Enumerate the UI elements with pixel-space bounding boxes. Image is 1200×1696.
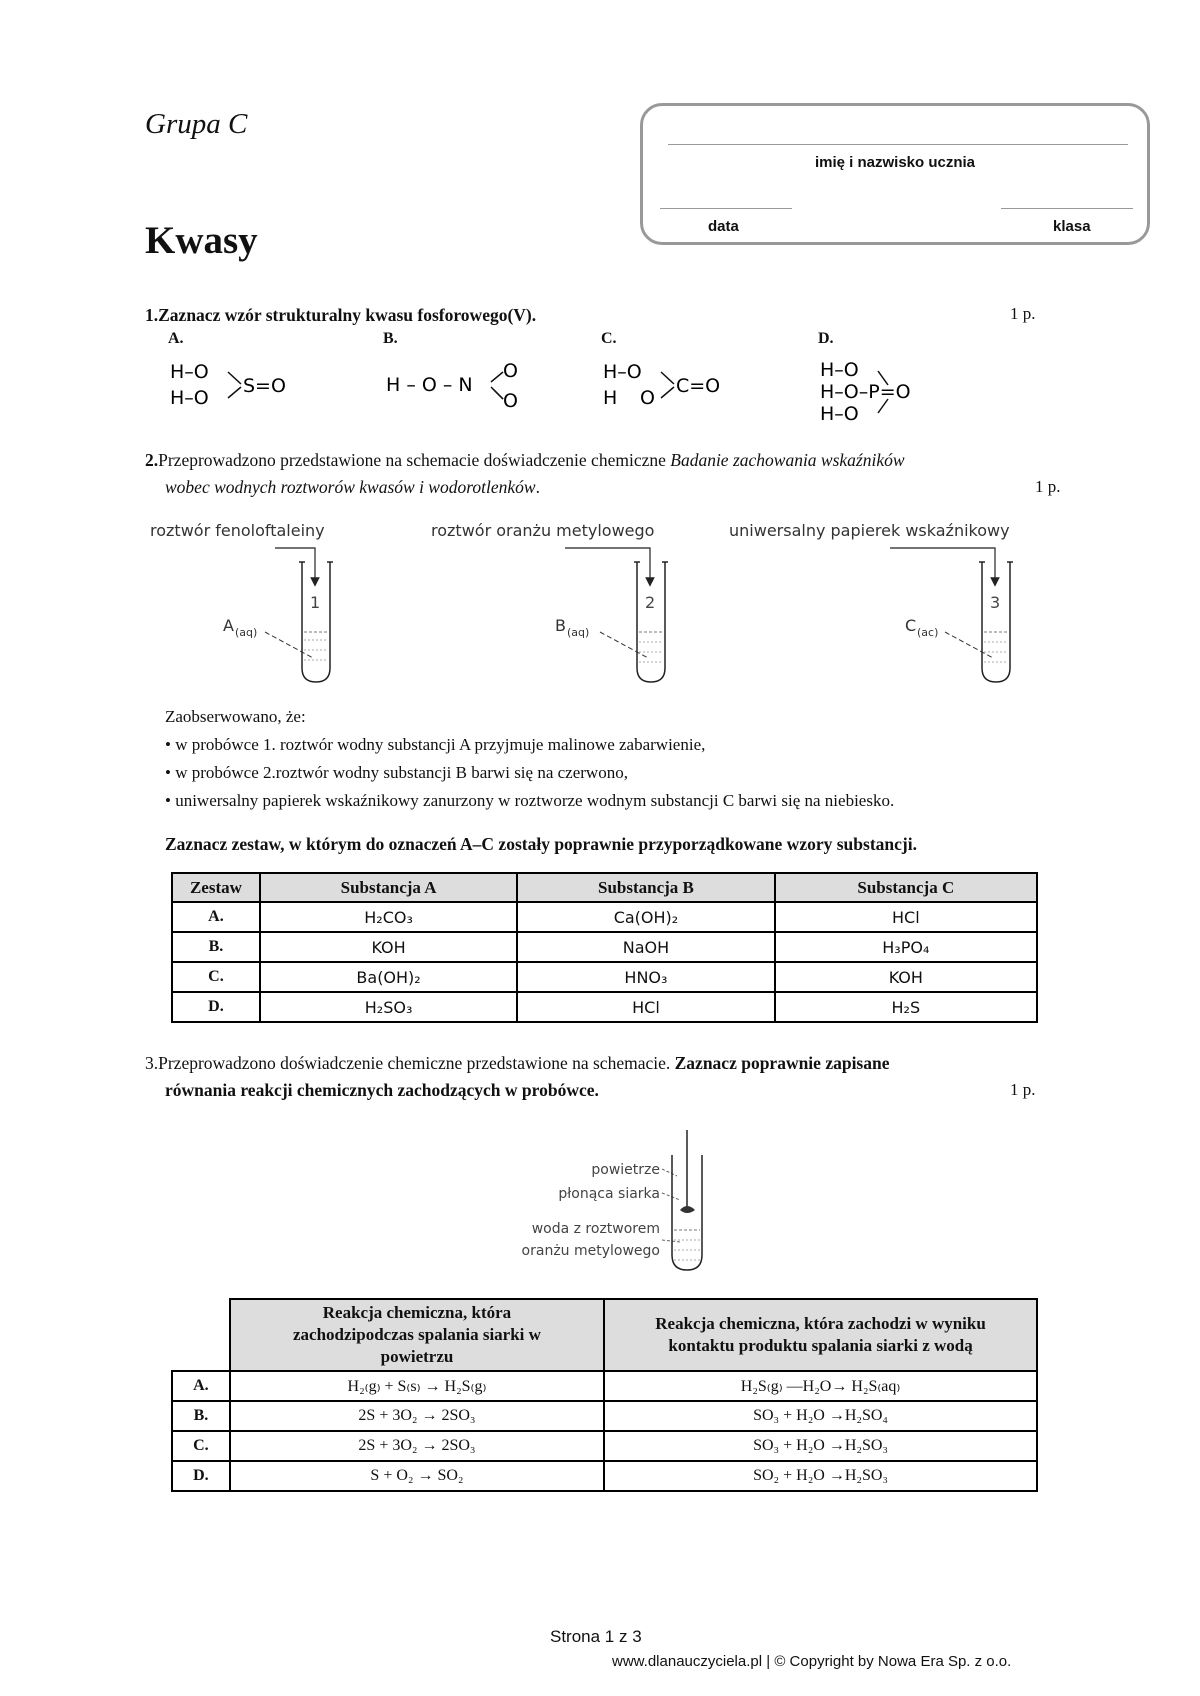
bullet-icon: • xyxy=(165,763,176,782)
q1-option-d-label[interactable]: D. xyxy=(818,330,834,347)
set-label[interactable]: B. xyxy=(172,932,260,962)
tube-1-label: roztwór fenoloftaleiny xyxy=(150,521,325,540)
q2-text-normal: Przeprowadzono przedstawione na schemacie doświadczenie chemiczne xyxy=(158,450,671,470)
footer-site-link[interactable]: www.dlanauczyciela.pl xyxy=(612,1653,763,1670)
footer-copyright xyxy=(612,1653,1011,1670)
table-header: Reakcja chemiczna, która zachodzipodczas spalania siarki w powietrzu xyxy=(230,1299,604,1371)
q2-text-end: . xyxy=(535,477,540,497)
set-label[interactable]: C. xyxy=(172,962,260,992)
table-row[interactable] xyxy=(172,1431,1037,1461)
table-row[interactable] xyxy=(172,932,1037,962)
table-cell: H₂SO₃ xyxy=(260,992,517,1022)
q3-text-bold-2: równania reakcji chemicznych zachodzących w probówce. xyxy=(165,1080,599,1100)
diagram-label: płonąca siarka xyxy=(558,1186,660,1202)
table-row[interactable] xyxy=(172,1401,1037,1431)
set-label[interactable]: A. xyxy=(172,902,260,932)
q2-bullet-list xyxy=(165,731,894,815)
table-cell: Ca(OH)₂ xyxy=(517,902,774,932)
q3-number: 3. xyxy=(145,1053,159,1073)
formula-text: H–O xyxy=(603,361,642,383)
table-header: Reakcja chemiczna, która zachodzi w wyniku kontaktu produktu spalania siarki z wodą xyxy=(604,1299,1037,1371)
option-label[interactable]: A. xyxy=(172,1371,230,1401)
page-title: Kwasy xyxy=(145,219,258,262)
q1-formula-c[interactable] xyxy=(598,355,738,415)
q3-text-bold: Zaznacz poprawnie zapisane xyxy=(674,1053,890,1073)
name-label: imię i nazwisko ucznia xyxy=(814,154,976,171)
table-cell: SO₂ + H₂O →H₂SO₃ xyxy=(604,1461,1037,1491)
tube-2-number: 2 xyxy=(645,593,656,612)
table-cell: HNO₃ xyxy=(517,962,774,992)
q2-table xyxy=(171,872,1038,1023)
q3-text-normal: Przeprowadzono doświadczenie chemiczne przedstawione na schemacie. xyxy=(158,1053,671,1073)
q1-text: 1.Zaznacz wzór strukturalny kwasu fosforowego(V). xyxy=(145,305,537,325)
tube-3-number: 3 xyxy=(990,593,1001,612)
set-label[interactable]: D. xyxy=(172,992,260,1022)
tube-1-state: (aq) xyxy=(235,626,258,639)
class-label: klasa xyxy=(1053,218,1091,235)
table-header-row xyxy=(172,1299,1037,1371)
group-label: Grupa C xyxy=(145,108,248,140)
formula-text: O xyxy=(503,360,518,382)
table-header: Substancja C xyxy=(775,873,1037,902)
table-cell: SO₃ + H₂O →H₂SO₃ xyxy=(604,1431,1037,1461)
q1-option-a-label[interactable]: A. xyxy=(168,330,184,347)
table-cell: H₂CO₃ xyxy=(260,902,517,932)
table-header-row xyxy=(172,873,1037,902)
bullet-text: uniwersalny papierek wskaźnikowy zanurzony w roztworze wodnym substancji C barwi się na niebiesko. xyxy=(175,791,895,810)
footer-copyright-text: © Copyright by Nowa Era Sp. z o.o. xyxy=(774,1653,1012,1670)
bullet-text: w probówce 2.roztwór wodny substancji B barwi się na czerwono, xyxy=(175,763,628,782)
empty-corner xyxy=(172,1299,230,1371)
tube-3-state: (ac) xyxy=(917,626,939,639)
tube-1-substance: A xyxy=(223,616,234,635)
q1-formula-d[interactable] xyxy=(815,355,965,427)
option-label[interactable]: C. xyxy=(172,1431,230,1461)
table-cell: HCl xyxy=(775,902,1037,932)
table-row[interactable] xyxy=(172,902,1037,932)
formula-text: C=O xyxy=(676,375,721,397)
tube-1 xyxy=(150,521,333,682)
diagram-label: oranżu metylowego xyxy=(521,1243,660,1259)
table-cell: S + O₂ → SO₂ xyxy=(230,1461,604,1491)
table-header: Substancja B xyxy=(517,873,774,902)
page-number: Strona 1 z 3 xyxy=(550,1627,642,1646)
list-item xyxy=(165,787,894,815)
formula-text: H–O xyxy=(170,361,209,383)
formula-text: H–O–P=O xyxy=(820,381,911,403)
list-item xyxy=(165,731,894,759)
table-row[interactable] xyxy=(172,1371,1037,1401)
bullet-text: w probówce 1. roztwór wodny substancji A przyjmuje malinowe zabarwienie, xyxy=(175,735,706,754)
q2-text-line2 xyxy=(165,474,540,501)
formula-text: H xyxy=(603,387,618,409)
table-cell: KOH xyxy=(775,962,1037,992)
q2-text-italic-2: wobec wodnych roztworów kwasów i wodorotlenków xyxy=(165,477,536,497)
formula-text: H–O xyxy=(820,403,859,425)
table-cell: 2S + 3O₂ → 2SO₃ xyxy=(230,1431,604,1461)
option-label[interactable]: D. xyxy=(172,1461,230,1491)
table-cell: 2S + 3O₂ → 2SO₃ xyxy=(230,1401,604,1431)
q2-tubes-diagram xyxy=(145,520,1065,685)
bullet-icon: • xyxy=(165,735,176,754)
date-line[interactable] xyxy=(660,208,792,209)
q3-points: 1 p. xyxy=(1010,1080,1036,1099)
tube-3 xyxy=(729,521,1013,682)
list-item xyxy=(165,759,894,787)
name-line[interactable] xyxy=(668,144,1128,145)
q2-observed: Zaobserwowano, że: xyxy=(165,707,306,726)
table-row[interactable] xyxy=(172,1461,1037,1491)
student-info-box xyxy=(640,103,1150,245)
tube-2-substance: B xyxy=(555,616,566,635)
formula-text: H–O xyxy=(170,387,209,409)
formula-text: H – O – N xyxy=(386,374,473,396)
tube-2-state: (aq) xyxy=(567,626,590,639)
class-line[interactable] xyxy=(1001,208,1133,209)
q3-text xyxy=(145,1050,1060,1077)
tube-3-label: uniwersalny papierek wskaźnikowy xyxy=(729,521,1010,540)
diagram-label: powietrze xyxy=(591,1162,660,1178)
bullet-icon: • xyxy=(165,791,176,810)
q3-table xyxy=(171,1298,1038,1492)
table-cell: H₃PO₄ xyxy=(775,932,1037,962)
formula-text: S=O xyxy=(243,375,286,397)
tube-1-number: 1 xyxy=(310,593,321,612)
table-cell: KOH xyxy=(260,932,517,962)
option-label[interactable]: B. xyxy=(172,1401,230,1431)
q2-points: 1 p. xyxy=(1035,477,1061,496)
date-label: data xyxy=(708,218,739,235)
tube-2 xyxy=(431,521,668,682)
q1-points: 1 p. xyxy=(1010,304,1036,323)
table-cell: SO₃ + H₂O →H₂SO₄ xyxy=(604,1401,1037,1431)
q2-instruction: Zaznacz zestaw, w którym do oznaczeń A–C zostały poprawnie przyporządkowane wzory substancji. xyxy=(165,834,917,854)
table-cell: H₂₍g₎ + S₍s₎ → H₂S₍g₎ xyxy=(230,1371,604,1401)
table-cell: HCl xyxy=(517,992,774,1022)
table-cell: NaOH xyxy=(517,932,774,962)
table-row[interactable] xyxy=(172,992,1037,1022)
tube-3-substance: C xyxy=(905,616,917,635)
table-cell: H₂S xyxy=(775,992,1037,1022)
diagram-label: woda z roztworem xyxy=(531,1221,660,1237)
q3-experiment-diagram xyxy=(500,1130,720,1280)
tube-2-label: roztwór oranżu metylowego xyxy=(431,521,655,540)
q1-option-c-label[interactable]: C. xyxy=(601,330,617,347)
formula-text: O xyxy=(640,387,655,409)
q1-option-b-label[interactable]: B. xyxy=(383,330,398,347)
table-row[interactable] xyxy=(172,962,1037,992)
footer-separator: | xyxy=(766,1653,771,1670)
q2-text-italic: Badanie zachowania wskaźników xyxy=(670,450,905,470)
q2-number: 2. xyxy=(145,450,159,470)
table-header: Zestaw xyxy=(172,873,260,902)
table-header: Substancja A xyxy=(260,873,517,902)
formula-text: O xyxy=(503,390,518,412)
table-cell: Ba(OH)₂ xyxy=(260,962,517,992)
q2-text xyxy=(145,447,1060,474)
table-cell: H₂S₍g₎ —H₂O→ H₂S₍aq₎ xyxy=(604,1371,1037,1401)
q1-formula-b[interactable] xyxy=(383,355,533,415)
formula-text: H–O xyxy=(820,359,859,381)
q1-formula-a[interactable] xyxy=(165,355,305,415)
